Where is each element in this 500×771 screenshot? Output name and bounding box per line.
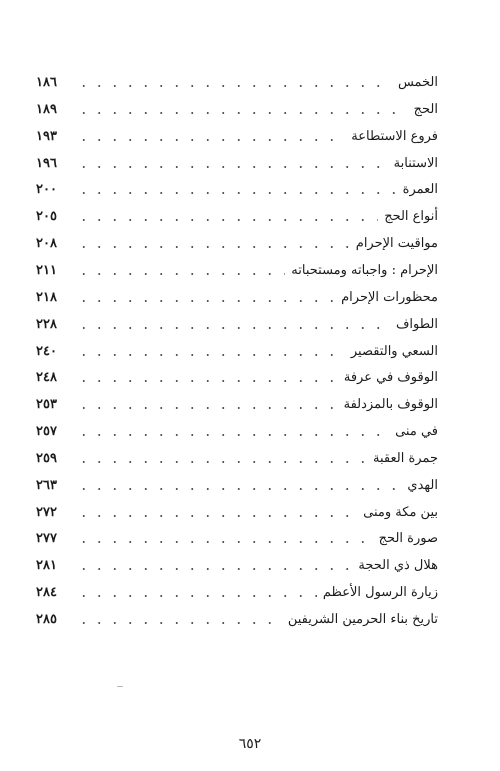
- toc-entry-title: الإحرام : واجباته ومستحباته: [291, 262, 438, 278]
- toc-entry-page: ٢٤٨: [36, 370, 57, 386]
- toc-entry-page: ٢٠٥: [36, 209, 57, 225]
- toc-entry: [36, 582, 438, 604]
- toc-entry-page: ١٩٣: [36, 128, 57, 144]
- dot-leader: [76, 379, 338, 383]
- dot-leader: [76, 433, 389, 437]
- toc-entry: [36, 367, 438, 389]
- toc-entry-title: مواقيت الإحرام: [355, 236, 438, 252]
- toc-entry-page: ٢٧٧: [36, 531, 57, 547]
- toc-entry: [36, 448, 438, 470]
- toc-entry: [36, 153, 438, 175]
- toc-entry-title: تاريخ بناء الحرمين الشريفين: [287, 612, 438, 627]
- toc-entry-page: ٢٥٣: [36, 397, 57, 413]
- dot-leader: [76, 138, 345, 142]
- toc-entry-page: ٢٠٠: [36, 182, 57, 198]
- toc-entry-title: زيارة الرسول الأعظم: [322, 585, 438, 601]
- dot-leader: [76, 218, 378, 222]
- toc-entry-title: الاستنابة: [393, 155, 438, 171]
- dot-leader: [76, 621, 282, 625]
- toc-entry-page: ٢٦٣: [36, 477, 57, 493]
- toc-entry: [36, 206, 438, 228]
- toc-entry: [36, 126, 438, 148]
- toc-entry-title: هلال ذي الحجة: [358, 558, 438, 574]
- dot-leader: [76, 299, 335, 303]
- toc-entry-page: ٢٧٢: [36, 504, 57, 520]
- toc-entry-title: الوقوف بالمزدلفة: [343, 397, 438, 413]
- toc-entry-title: بين مكة ومنى: [363, 504, 438, 520]
- dot-leader: [76, 406, 338, 410]
- toc-entry-page: ١٨٦: [36, 75, 57, 90]
- toc-entry-title: أنواع الحج: [384, 209, 438, 225]
- toc-entry-page: ٢٤٠: [36, 343, 57, 359]
- toc-entry-page: ١٨٩: [36, 101, 57, 117]
- toc-entry: [36, 179, 438, 201]
- dot-leader: [76, 540, 373, 544]
- dot-leader: [76, 460, 367, 464]
- toc-entry-page: ٢١٨: [36, 289, 57, 305]
- toc-entry-title: الهدي: [407, 477, 438, 493]
- toc-entry-title: الطواف: [395, 316, 438, 332]
- toc-entry-page: ٢٨٤: [36, 585, 57, 601]
- page-number: ٦٥٢: [238, 736, 262, 752]
- toc-entry: [36, 314, 438, 336]
- toc-entry: [36, 609, 438, 631]
- toc-entry-title: جمرة العقبة: [373, 450, 438, 466]
- toc-entry: [36, 233, 438, 255]
- toc-entry: [36, 341, 438, 363]
- dot-leader: [76, 487, 401, 491]
- dot-leader: [76, 191, 397, 195]
- dot-leader: [76, 165, 388, 169]
- toc-entry-title: العمرة: [402, 182, 438, 198]
- scan-speck: [117, 686, 123, 687]
- toc-entry: [36, 287, 438, 309]
- toc-entry-page: ٢٢٨: [36, 316, 57, 332]
- dot-leader: [76, 272, 285, 276]
- toc-entry-title: محظورات الإحرام: [341, 289, 438, 305]
- dot-leader: [76, 594, 317, 598]
- toc-entry-title: الخمس: [397, 75, 438, 90]
- toc-entry-page: ٢٥٩: [36, 450, 57, 466]
- toc-entry: [36, 99, 438, 121]
- toc-entry-page: ٢٠٨: [36, 236, 57, 252]
- toc-entry: [36, 394, 438, 416]
- toc-entry-page: ٢٨١: [36, 558, 57, 574]
- dot-leader: [76, 353, 345, 357]
- toc-entry-title: السعي والتقصير: [350, 343, 438, 359]
- toc-entry: [36, 421, 438, 443]
- toc-entry-title: الوقوف في عرفة: [343, 370, 438, 386]
- toc-entry-page: ٢١١: [36, 262, 57, 278]
- dot-leader: [76, 514, 357, 518]
- toc-entry-title: صورة الحج: [378, 531, 438, 547]
- toc-entry-title: في منى: [395, 424, 438, 440]
- toc-entry-title: الحج: [413, 101, 438, 117]
- toc-entry-page: ١٩٦: [36, 155, 57, 171]
- toc-entry: [36, 555, 438, 577]
- dot-leader: [76, 84, 392, 88]
- toc-entry: [36, 260, 438, 282]
- dot-leader: [76, 567, 352, 571]
- dot-leader: [76, 245, 350, 249]
- toc-entry: [36, 72, 438, 94]
- toc-entry: [36, 528, 438, 550]
- dot-leader: [76, 326, 390, 330]
- toc-entry-page: ٢٥٧: [36, 424, 57, 440]
- toc-entry: [36, 475, 438, 497]
- toc-entry: [36, 502, 438, 524]
- toc-entry-title: فروع الاستطاعة: [351, 128, 438, 144]
- toc-entry-page: ٢٨٥: [36, 612, 57, 627]
- dot-leader: [76, 111, 408, 115]
